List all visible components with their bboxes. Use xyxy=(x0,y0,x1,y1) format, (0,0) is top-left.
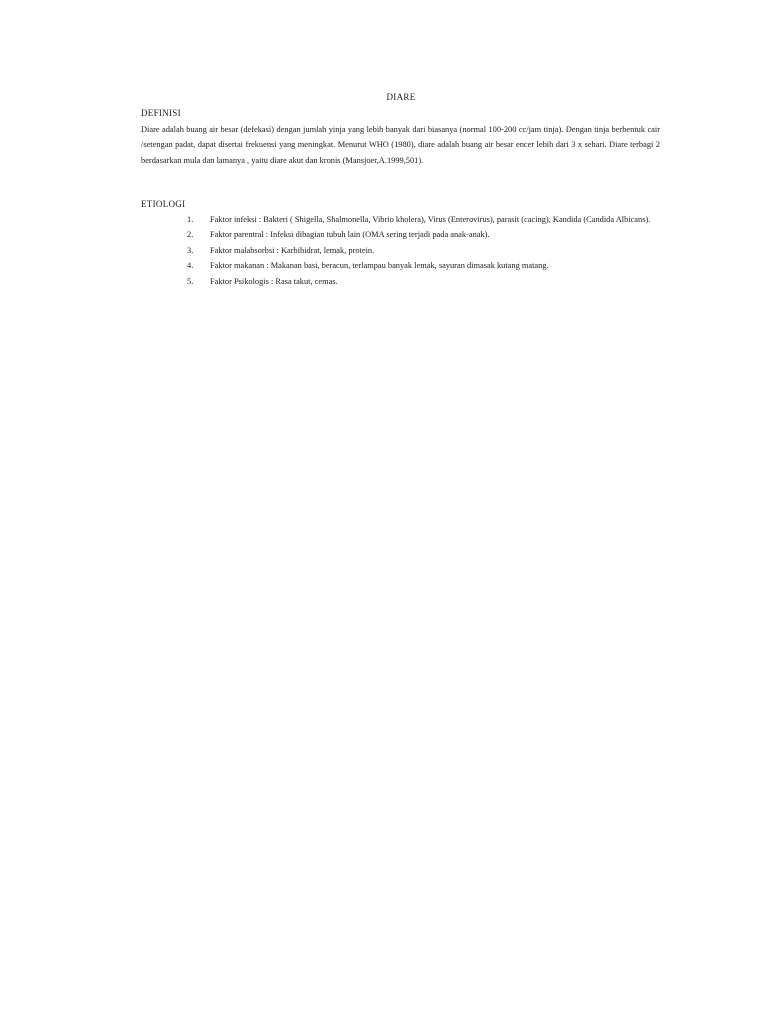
list-item-text: Faktor malabsorbsi : Karbihidrat, lemak, protein. xyxy=(210,245,375,255)
list-item-text: Faktor parentral : Infeksi dibagian tubuh lain (OMA sering terjadi pada anak-anak). xyxy=(210,230,490,240)
list-item xyxy=(141,258,660,273)
list-item-number: 3. xyxy=(187,245,194,255)
list-item-number: 1. xyxy=(187,215,194,224)
list-item-number: 2. xyxy=(187,230,194,240)
list-item xyxy=(141,274,660,289)
list-item-number: 5. xyxy=(187,276,194,286)
list-item xyxy=(141,243,660,258)
list-item xyxy=(141,227,660,242)
list-item-text: Faktor makanan : Makanan basi, beracun, terlampau banyak lemak, sayuran dimasak kutang matang. xyxy=(210,261,549,271)
list-item xyxy=(141,212,660,227)
list-item-text: Faktor Psikologis : Rasa takut, cemas. xyxy=(210,276,338,286)
list-item-text: Faktor infeksi : Bakteri ( Shigella, Shalmonella, Vibrio kholera), Virus (Enterovirus), parasit (cacing), Kandida (Candida Albicans). xyxy=(210,215,651,224)
etiologi-list xyxy=(141,212,660,289)
etiologi-heading: ETIOLOGI xyxy=(141,199,186,209)
definisi-heading: DEFINISI xyxy=(141,108,181,118)
document-title: DIARE xyxy=(386,92,416,102)
list-item-number: 4. xyxy=(187,261,194,271)
definisi-paragraph: Diare adalah buang air besar (defekasi) dengan jumlah yinja yang lebih banyak dari biasanya (normal 100-200 cc/jam tinja). Dengan tinja berbentuk cair /setengan padat, dapat disertai frekuensi yang meningkat. Menurut WHO (1980), diare adalah buang air besar encer lebih dari 3 x sehari. Diare terbagi 2 berdasarkan mula dan lamanya , yaitu diare akut dan kronis (Mansjoer,A.1999,501). xyxy=(141,125,660,165)
